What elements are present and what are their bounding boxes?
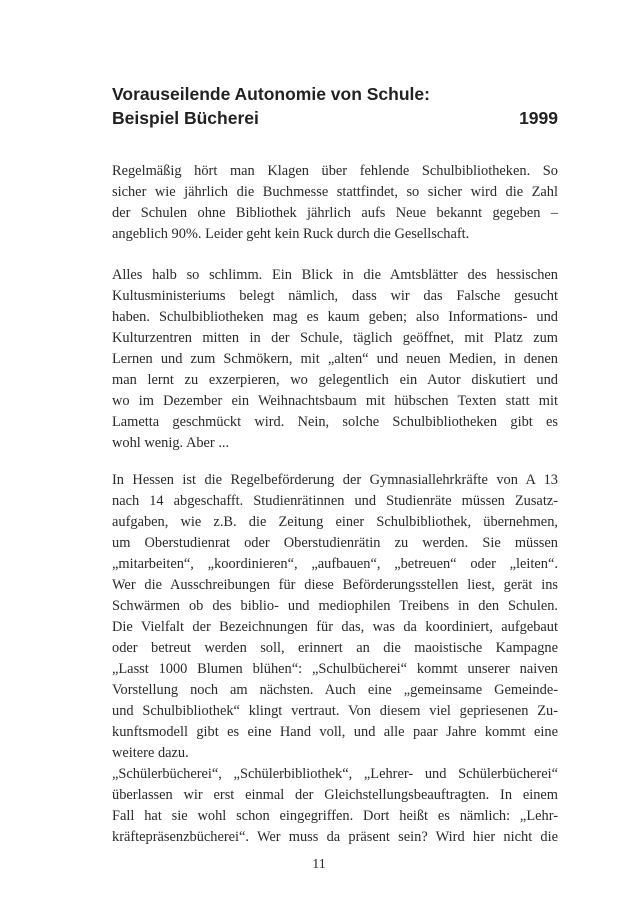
paragraph-3-line: oder betreut werden soll, erinnert an die maoistische Kampagne [112, 640, 558, 656]
paragraph-3-line: „mitarbeiten“, „koordinieren“, „aufbauen“, „betreuen“ oder „leiten“. [112, 556, 558, 572]
page-number: 11 [312, 857, 326, 872]
paragraph-2-line: man lernt zu exzerpieren, wo gelegentlich ein Autor diskutiert und [112, 372, 558, 388]
paragraph-2-line: haben. Schulbibliotheken mag es kaum geben; also Informations- und [112, 309, 558, 325]
paragraph-3-line: Vorstellung noch am nächsten. Auch eine „gemeinsame Gemeinde- [112, 682, 558, 698]
paragraph-2-line: Kulturzentren mitten in der Schule, täglich geöffnet, mit Platz zum [112, 330, 558, 346]
paragraph-3-line: „Lasst 1000 Blumen blühen“: „Schulbücherei“ kommt unserer naiven [112, 661, 558, 677]
paragraph-4-line: kräftepräsenzbücherei“. Wer muss da präsent sein? Wird hier nicht die [112, 829, 558, 845]
paragraph-2-line: wohl wenig. Aber ... [112, 435, 230, 451]
paragraph-3-line: In Hessen ist die Regelbeförderung der Gymnasiallehrkräfte von A 13 [112, 472, 558, 488]
paragraph-4-line: „Schülerbücherei“, „Schülerbibliothek“, „Lehrer- und Schülerbücherei“ [112, 766, 558, 782]
paragraph-3-line: Die Vielfalt der Bezeichnungen für das, was da koordiniert, aufgebaut [112, 619, 558, 635]
paragraph-3-line: und Schulbibliothek“ klingt vertraut. Von diesem viel gepriesenen Zu- [112, 703, 558, 719]
chapter-title-line-2: Beispiel Bücherei [112, 108, 259, 128]
paragraph-4-line: überlassen wir erst einmal der Gleichstellungsbeauftragten. In einem [112, 787, 558, 803]
paragraph-2-line: Lernen und zum Schmökern, mit „alten“ und neuen Medien, in denen [112, 351, 558, 367]
paragraph-3-line: aufgaben, wie z.B. die Zeitung einer Schulbibliothek, übernehmen, [112, 514, 558, 530]
chapter-title-line-1: Vorauseilende Autonomie von Schule: [112, 84, 430, 104]
paragraph-3-line: kunftsmodell gibt es eine Hand voll, und alle paar Jahre kommt eine [112, 724, 558, 740]
paragraph-4-line: Fall hat sie wohl schon eingegriffen. Dort heißt es nämlich: „Lehr- [112, 808, 558, 824]
paragraph-1-line: sicher wie jährlich die Buchmesse stattfindet, so sicher wird die Zahl [112, 184, 558, 200]
paragraph-2-line: Kultusministeriums belegt nämlich, dass wir das Falsche gesucht [112, 288, 558, 304]
paragraph-3-line: Schwärmen ob des biblio- und mediophilen Treibens in den Schulen. [112, 598, 558, 614]
paragraph-1-line: angeblich 90%. Leider geht kein Ruck durch die Gesellschaft. [112, 226, 470, 242]
chapter-year: 1999 [519, 108, 558, 128]
paragraph-2-line: Alles halb so schlimm. Ein Blick in die Amtsblätter des hessischen [112, 267, 558, 283]
paragraph-2-line: Lametta geschmückt wird. Nein, solche Schulbibliotheken gibt es [112, 414, 558, 430]
paragraph-2-line: wo im Dezember ein Weihnachtsbaum mit hübschen Texten statt mit [112, 393, 558, 409]
paragraph-3-line: Wer die Ausschreibungen für diese Beförderungsstellen liest, gerät ins [112, 577, 558, 593]
paragraph-3-line: nach 14 abgeschafft. Studienrätinnen und Studienräte müssen Zusatz- [112, 493, 558, 509]
paragraph-3-line: um Oberstudienrat oder Oberstudienrätin zu werden. Sie müssen [112, 535, 558, 551]
paragraph-1-line: der Schulen ohne Bibliothek jährlich aufs Neue bekannt gegeben – [112, 205, 558, 221]
paragraph-1-line: Regelmäßig hört man Klagen über fehlende Schulbibliotheken. So [112, 163, 558, 179]
paragraph-3-line: weitere dazu. [112, 745, 189, 761]
